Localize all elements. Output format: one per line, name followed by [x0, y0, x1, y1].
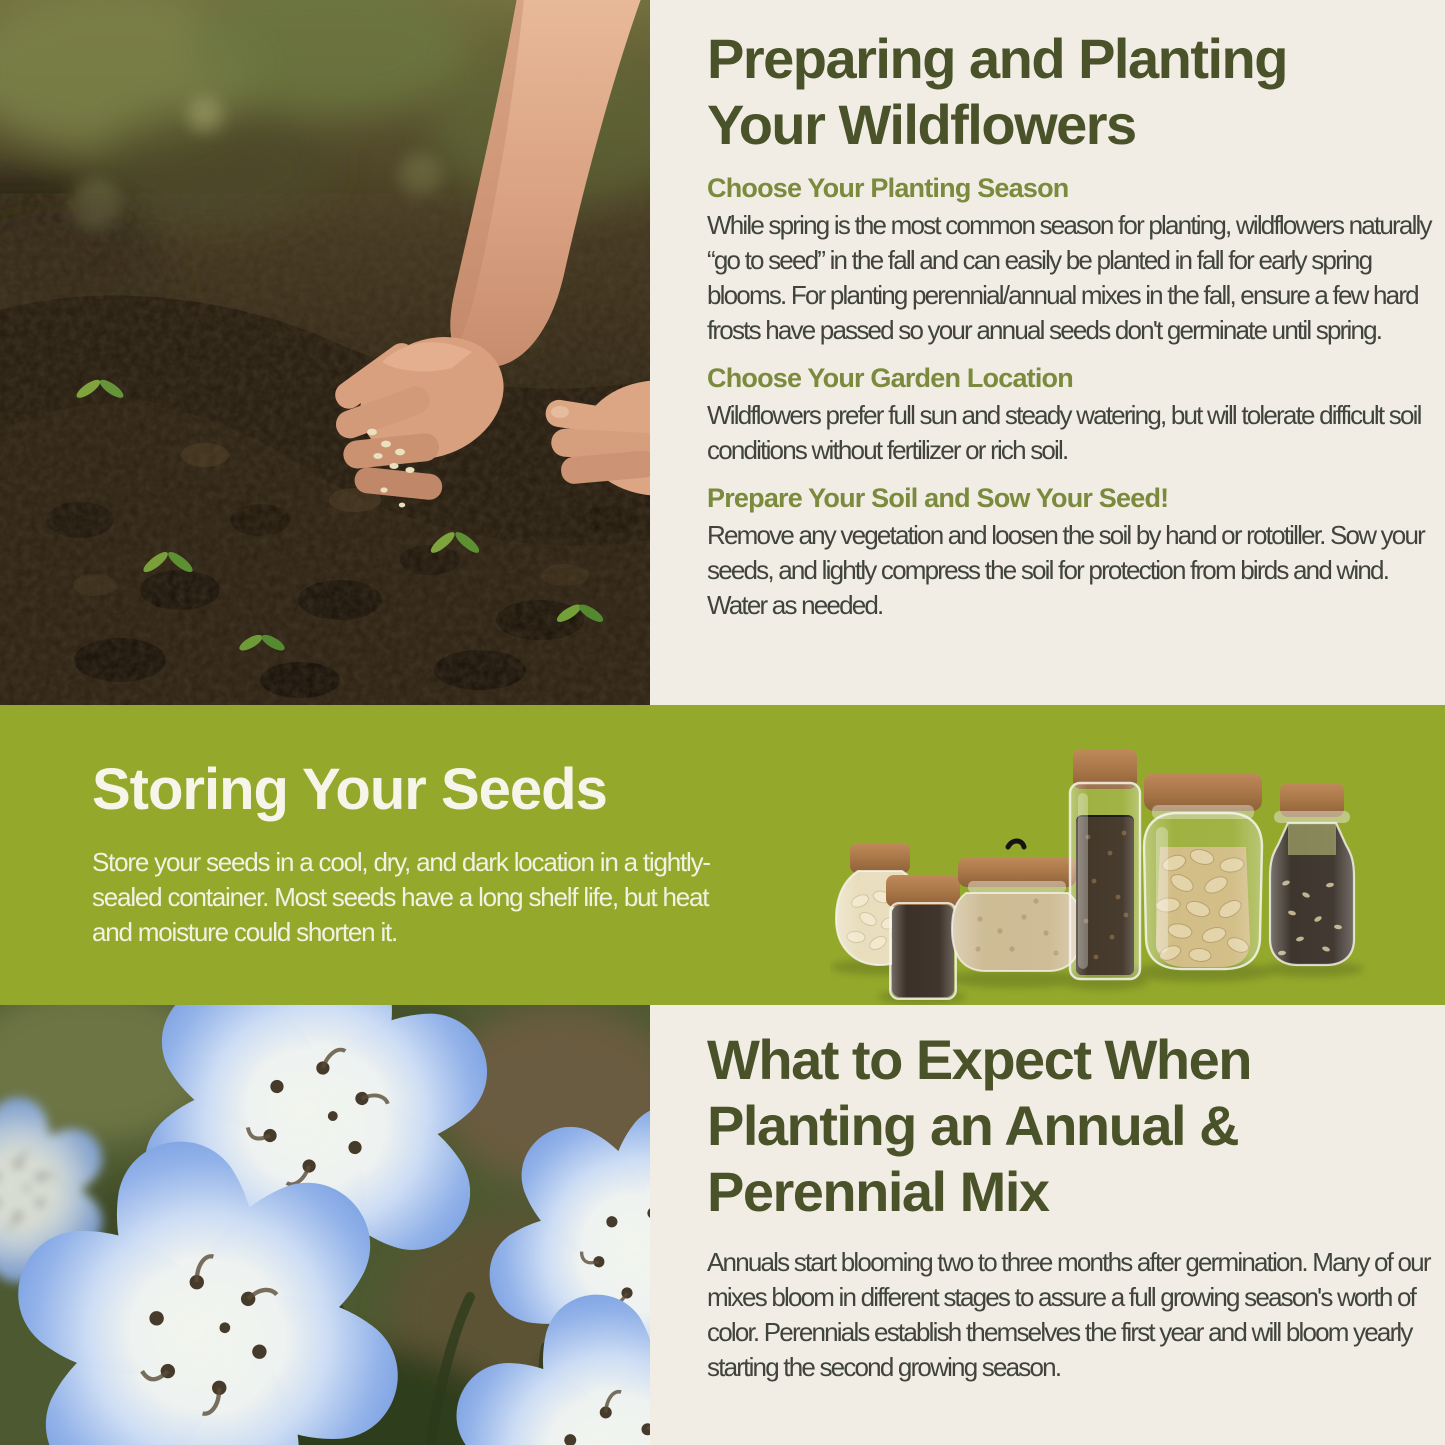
blue-flowers-illustration [0, 1005, 650, 1445]
jar-tan-seeds [952, 841, 1082, 971]
soil-sowing-photo [0, 0, 650, 705]
storing-seeds-text [92, 759, 752, 950]
expectations-title-line-2: Planting an Annual & [707, 1094, 1239, 1157]
preparing-panel [650, 0, 1445, 705]
section-title: Choose Your Planting Season [707, 173, 1069, 203]
section-garden-location [707, 362, 1433, 468]
section-body: Remove any vegetation and loosen the soil by hand or rototiller. Sow your seeds, and lightly compress the soil for protection from birds and wind. Water as needed. [707, 520, 1424, 620]
storing-seeds-band [0, 705, 1445, 1005]
jar-dark-powder [886, 875, 960, 999]
bottom-row [0, 1005, 1445, 1445]
section-body: Wildflowers prefer full sun and steady watering, but will tolerate difficult soil conditions without fertilizer or rich soil. [707, 400, 1421, 465]
page-title [707, 26, 1433, 158]
expectations-title-line-3: Perennial Mix [707, 1160, 1049, 1223]
jar-tall-cylinder [1070, 749, 1140, 979]
storing-seeds-body: Store your seeds in a cool, dry, and dark location in a tightly-sealed container. Most seeds have a long shelf life, but heat and moisture could shorten it. [92, 847, 710, 947]
top-row [0, 0, 1445, 705]
page-title-line-1: Preparing and Planting [707, 27, 1287, 90]
storing-seeds-title: Storing Your Seeds [92, 757, 607, 822]
section-planting-season [707, 172, 1433, 348]
expectations-title [707, 1027, 1433, 1225]
page-title-line-2: Your Wildflowers [707, 93, 1136, 156]
soil-sowing-photo-illustration [0, 0, 650, 705]
expectations-panel [650, 1005, 1445, 1445]
seed-jars-illustration [830, 705, 1445, 1005]
seed-jars-photo [830, 705, 1445, 1005]
section-prepare-soil [707, 482, 1433, 623]
section-title: Prepare Your Soil and Sow Your Seed! [707, 483, 1169, 513]
section-title: Choose Your Garden Location [707, 363, 1073, 393]
section-body: While spring is the most common season for planting, wildflowers naturally “go to seed” in the fall and can easily be planted in fall for early spring blooms. For planting perennial/annual mixes in the fall, ensure a few hard frosts have passed so your annual seeds don't germinate until spring. [707, 210, 1431, 345]
jar-dark-mixed-seeds [1270, 783, 1354, 965]
expectations-body: Annuals start blooming two to three months after germination. Many of our mixes bloom in different stages to assure a full growing season's worth of color. Perennials establish themselves the first year and will bloom yearly starting the second growing season. [707, 1247, 1430, 1382]
jar-pumpkin-seeds [1144, 773, 1262, 969]
expectations-title-line-1: What to Expect When [707, 1028, 1251, 1091]
blue-flowers-photo [0, 1005, 650, 1445]
